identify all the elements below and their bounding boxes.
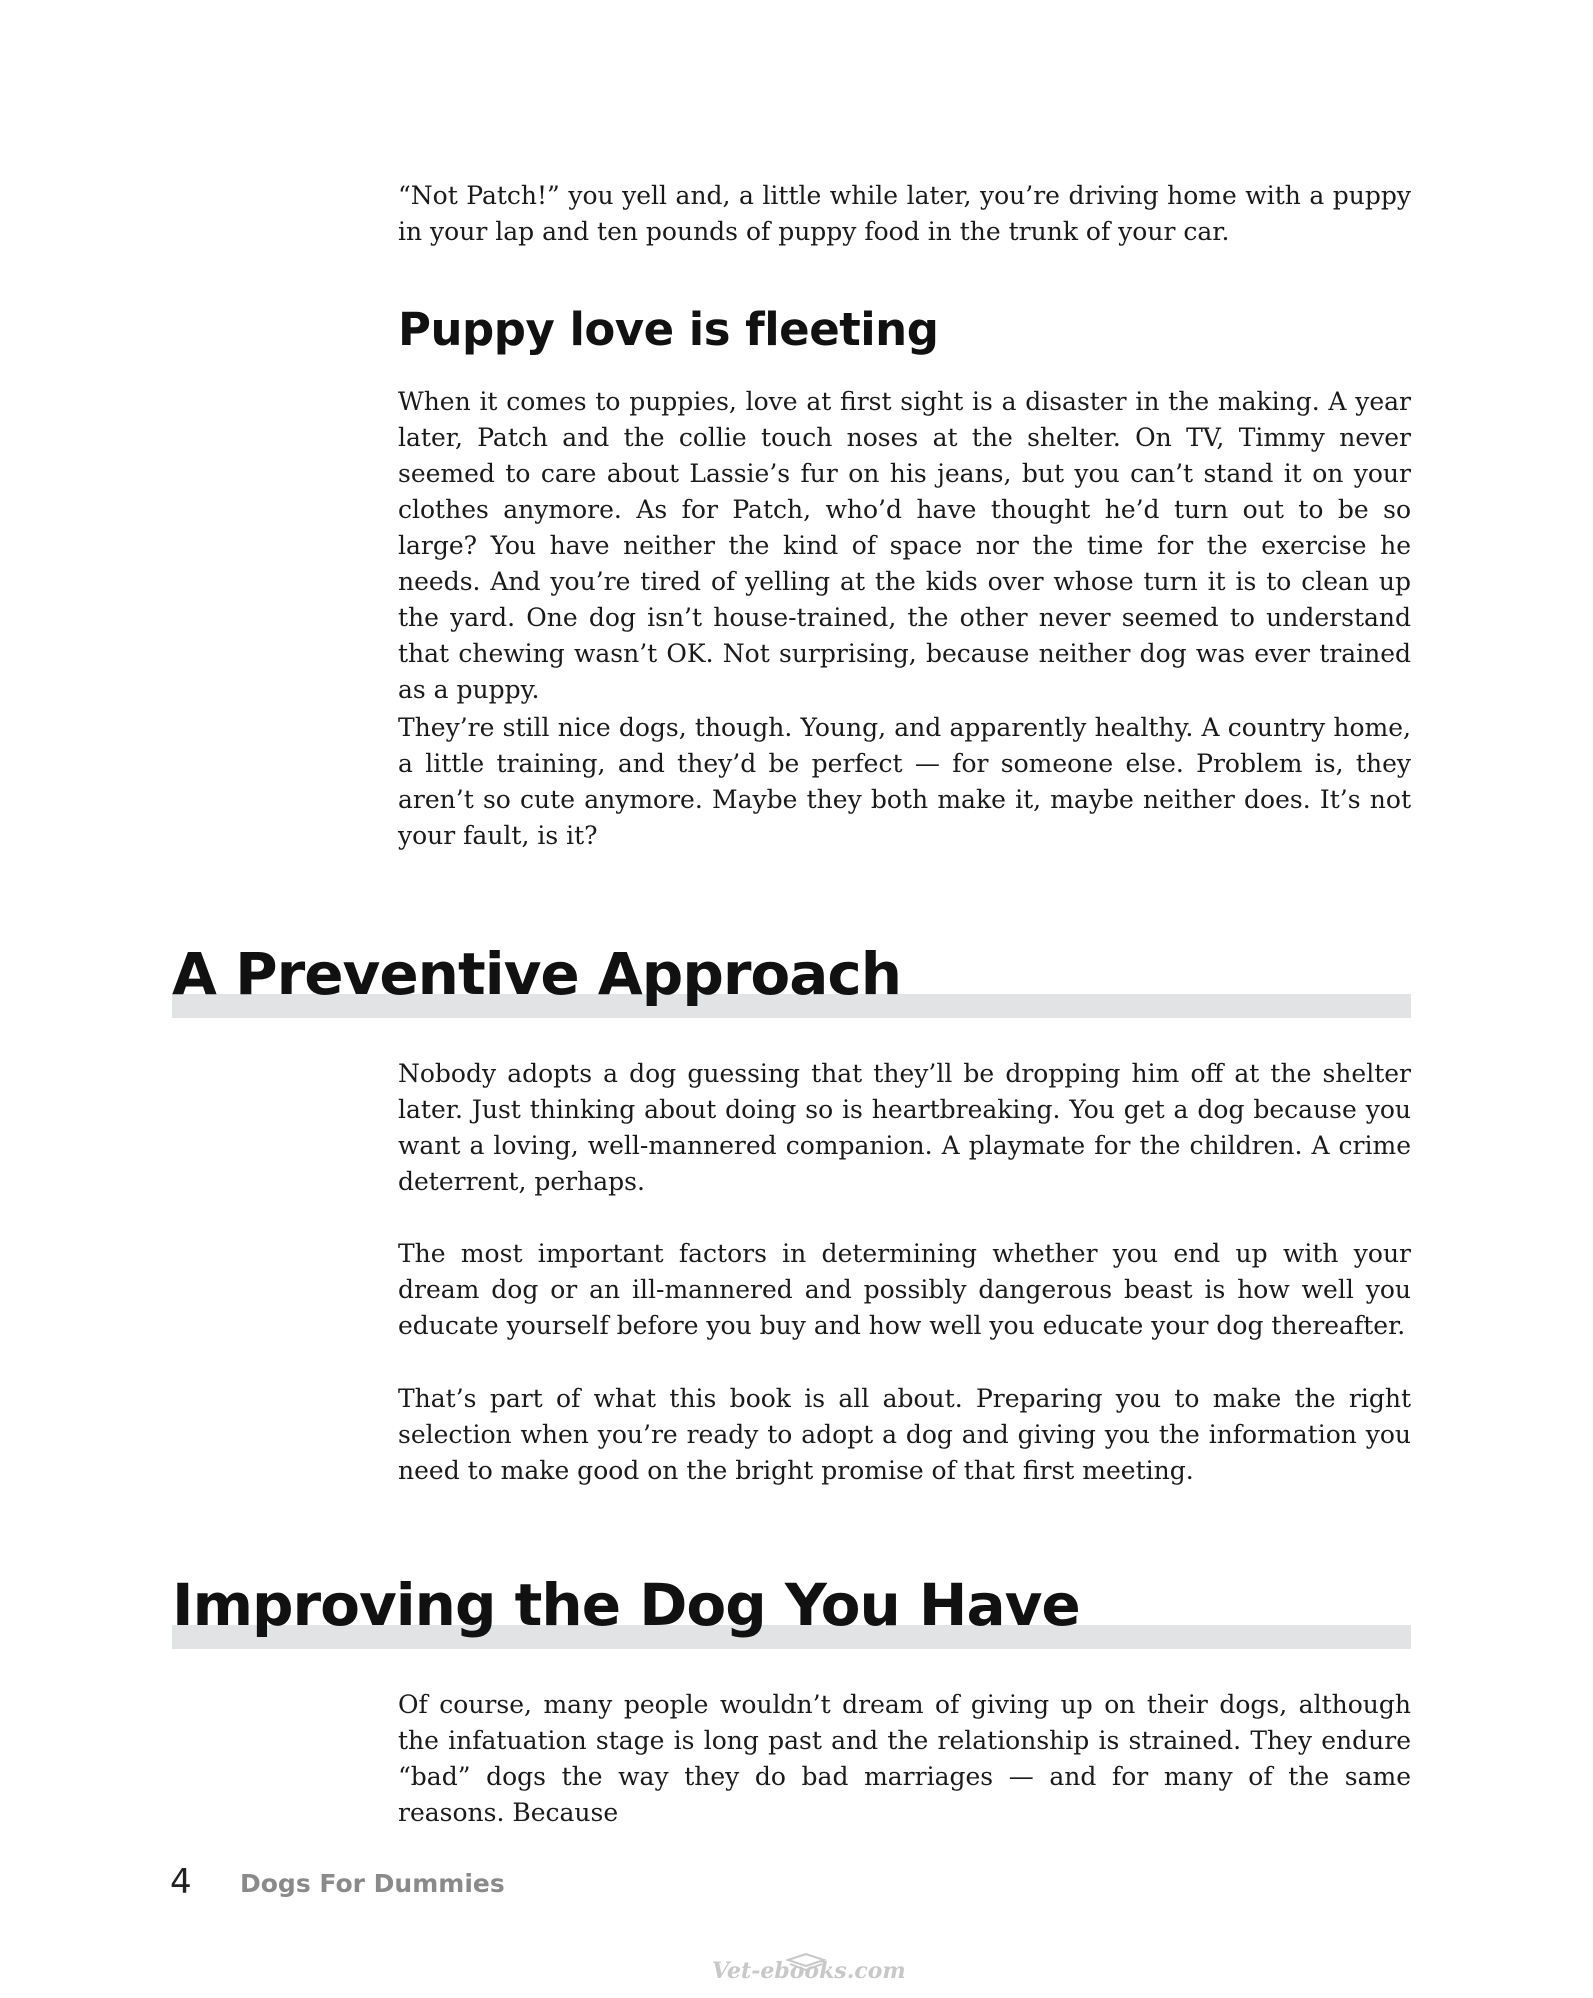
paragraph-fleeting-1: When it comes to puppies, love at first sight is a disaster in the making. A year later, Patch and the collie touch noses at the shelter. On TV, Timmy never seemed to care about Lassie’s fur on his jeans, but you can’t stand it on your clothes anymore. As for Patch, who’d have thought he’d turn out to be so large? You have neither the kind of space nor the time for the exercise he needs. And you’re tired of yelling at the kids over whose turn it is to clean up the yard. One dog isn’t house-trained, the other never seemed to understand that chewing wasn’t OK. Not surprising, because neither dog was ever trained as a puppy. bbox=[398, 387, 1411, 704]
paragraph-improving-1: Of course, many people wouldn’t dream of giving up on their dogs, although the infatuation stage is long past and the relationship is strained. They endure “bad” dogs the way they do bad marriages — and for many of the same reasons. Because bbox=[398, 1690, 1411, 1827]
paragraph-fleeting-2: They’re still nice dogs, though. Young, and apparently healthy. A country home, a little training, and they’d be perfect — for someone else. Problem is, they aren’t so cute anymore. Maybe they both make it, maybe neither does. It’s not your fault, is it? bbox=[398, 713, 1411, 850]
running-footer-title: Dogs For Dummies bbox=[240, 1869, 505, 1898]
heading-improving: Improving the Dog You Have bbox=[172, 1571, 1080, 1639]
watermark-logo bbox=[710, 1950, 910, 1986]
paragraph-intro: “Not Patch!” you yell and, a little while later, you’re driving home with a puppy in your lap and ten pounds of puppy food in the trunk of your car. bbox=[398, 181, 1411, 246]
paragraph-preventive-3: That’s part of what this book is all about. Preparing you to make the right selection when you’re ready to adopt a dog and giving you the information you need to make good on the bright promise of that first meeting. bbox=[398, 1384, 1411, 1485]
watermark-text: Vet-ebooks.com bbox=[712, 1958, 906, 1984]
section-heading-improving bbox=[172, 1569, 1411, 1649]
heading-preventive: A Preventive Approach bbox=[172, 940, 902, 1008]
section-heading-preventive bbox=[172, 938, 1411, 1018]
paragraph-preventive-1: Nobody adopts a dog guessing that they’ll be dropping him off at the shelter later. Just thinking about doing so is heartbreaking. You get a dog because you want a loving, well-mannered companion. A playmate for the children. A crime deterrent, perhaps. bbox=[398, 1059, 1411, 1196]
subheading-puppy-love: Puppy love is fleeting bbox=[398, 303, 939, 356]
page-number: 4 bbox=[170, 1862, 192, 1902]
paragraph-preventive-2: The most important factors in determining whether you end up with your dream dog or an ill-mannered and possibly dangerous beast is how well you educate yourself before you buy and how well you educate your dog thereafter. bbox=[398, 1239, 1411, 1340]
